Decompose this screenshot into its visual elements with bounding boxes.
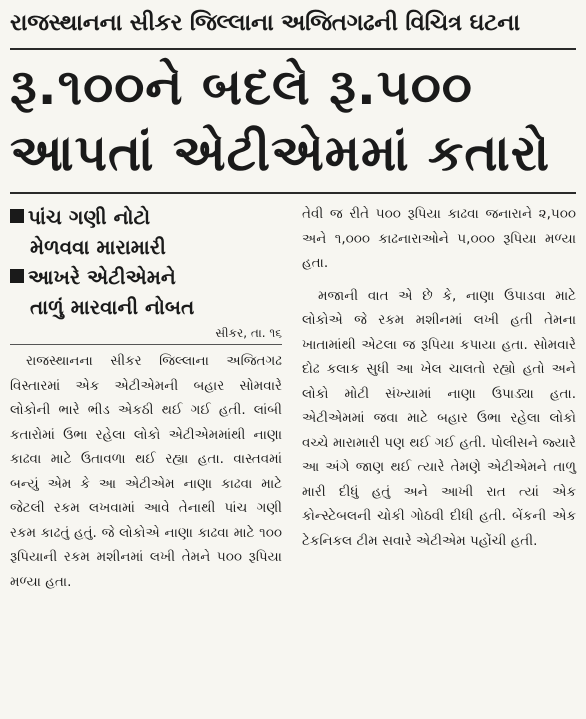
headline-line-2: આપતાં એટીએમમાં કતારો (10, 124, 551, 182)
headline-line-1: રૂ.૧૦૦ને બદલે રૂ.૫૦૦ (10, 58, 473, 116)
subhead-1 (10, 202, 282, 232)
column-left (10, 202, 292, 594)
headline (10, 54, 576, 186)
subhead-2-line-2: તાળું મારવાની નોબત (30, 295, 195, 319)
kicker: રાજસ્થાનના સીકર જિલ્લાના અજિતગઢની વિચિત્ર ઘટના (10, 10, 520, 36)
divider-headline (10, 192, 576, 194)
column-right (292, 202, 576, 594)
subhead-1-line-2: મેળવવા મારામારી (30, 235, 166, 259)
subhead-2-line-1: આખરે એટીએમને (28, 265, 176, 289)
subhead-1-line-1: પાંચ ગણી નોટો (28, 205, 151, 229)
paragraph-left: રાજસ્થાનના સીકર જિલ્લાના અજિતગઢ વિસ્તારમાં એક એટીએમની બહાર સોમવારે લોકોની ભારે ભીડ એકઠી થઈ ગઈ હતી. લાંબી કતારોમાં ઉભા રહેલા લોકો એટીએમમાંથી નાણા કાઢવા માટે ઉતાવળા થઈ રહ્યા હતા. વાસ્તવમાં બન્યું એમ કે આ એટીએમ નાણા કાઢવા માટે જેટલી રકમ લખવામાં આવે તેનાથી પાંચ ગણી રકમ કાઢતું હતું. જે લોકોએ નાણા કાઢવા માટે ૧૦૦ રૂપિયાની રકમ મશીનમાં લખી તેમને ૫૦૦ રૂપિયા મળ્યા હતા. (10, 353, 282, 590)
article-columns (10, 202, 576, 594)
paragraph-right-1: તેવી જ રીતે ૫૦૦ રૂપિયા કાઢવા જનારાને ૨,૫૦૦ અને ૧,૦૦૦ કાઢનારાઓને ૫,૦૦૦ રૂપિયા મળ્યા હતા. (302, 206, 576, 271)
divider-dateline (10, 344, 282, 345)
square-bullet-icon (10, 269, 24, 283)
subheads (10, 202, 282, 322)
dateline: સીકર, તા. ૧૬ (215, 326, 282, 340)
divider-top (10, 48, 576, 50)
paragraph-right-2: મજાની વાત એ છે કે, નાણા ઉપાડવા માટે લોકોએ જે રકમ મશીનમાં લખી હતી તેમના ખાતામાંથી એટલા જ રૂપિયા કપાયા હતા. સોમવારે દોઢ કલાક સુધી આ ખેલ ચાલતો રહ્યો હતો અને લોકો મોટી સંખ્યામાં નાણા ઉપાડ્યા હતા. એટીએમમાં જવા માટે બહાર ઉભા રહેલા લોકો વચ્ચે મારામારી પણ થઈ ગઈ હતી. પોલીસને જ્યારે આ અંગે જાણ થઈ ત્યારે તેમણે એટીએમને તાળુ મારી દીધું હતું અને આખી રાત ત્યાં એક કોન્સ્ટેબલની ચોકી ગોઠવી દીધી હતી. બેંકની એક ટેકનિકલ ટીમ સવારે એટીએમ પહોંચી હતી. (302, 287, 576, 549)
subhead-2 (10, 262, 282, 292)
square-bullet-icon (10, 209, 24, 223)
